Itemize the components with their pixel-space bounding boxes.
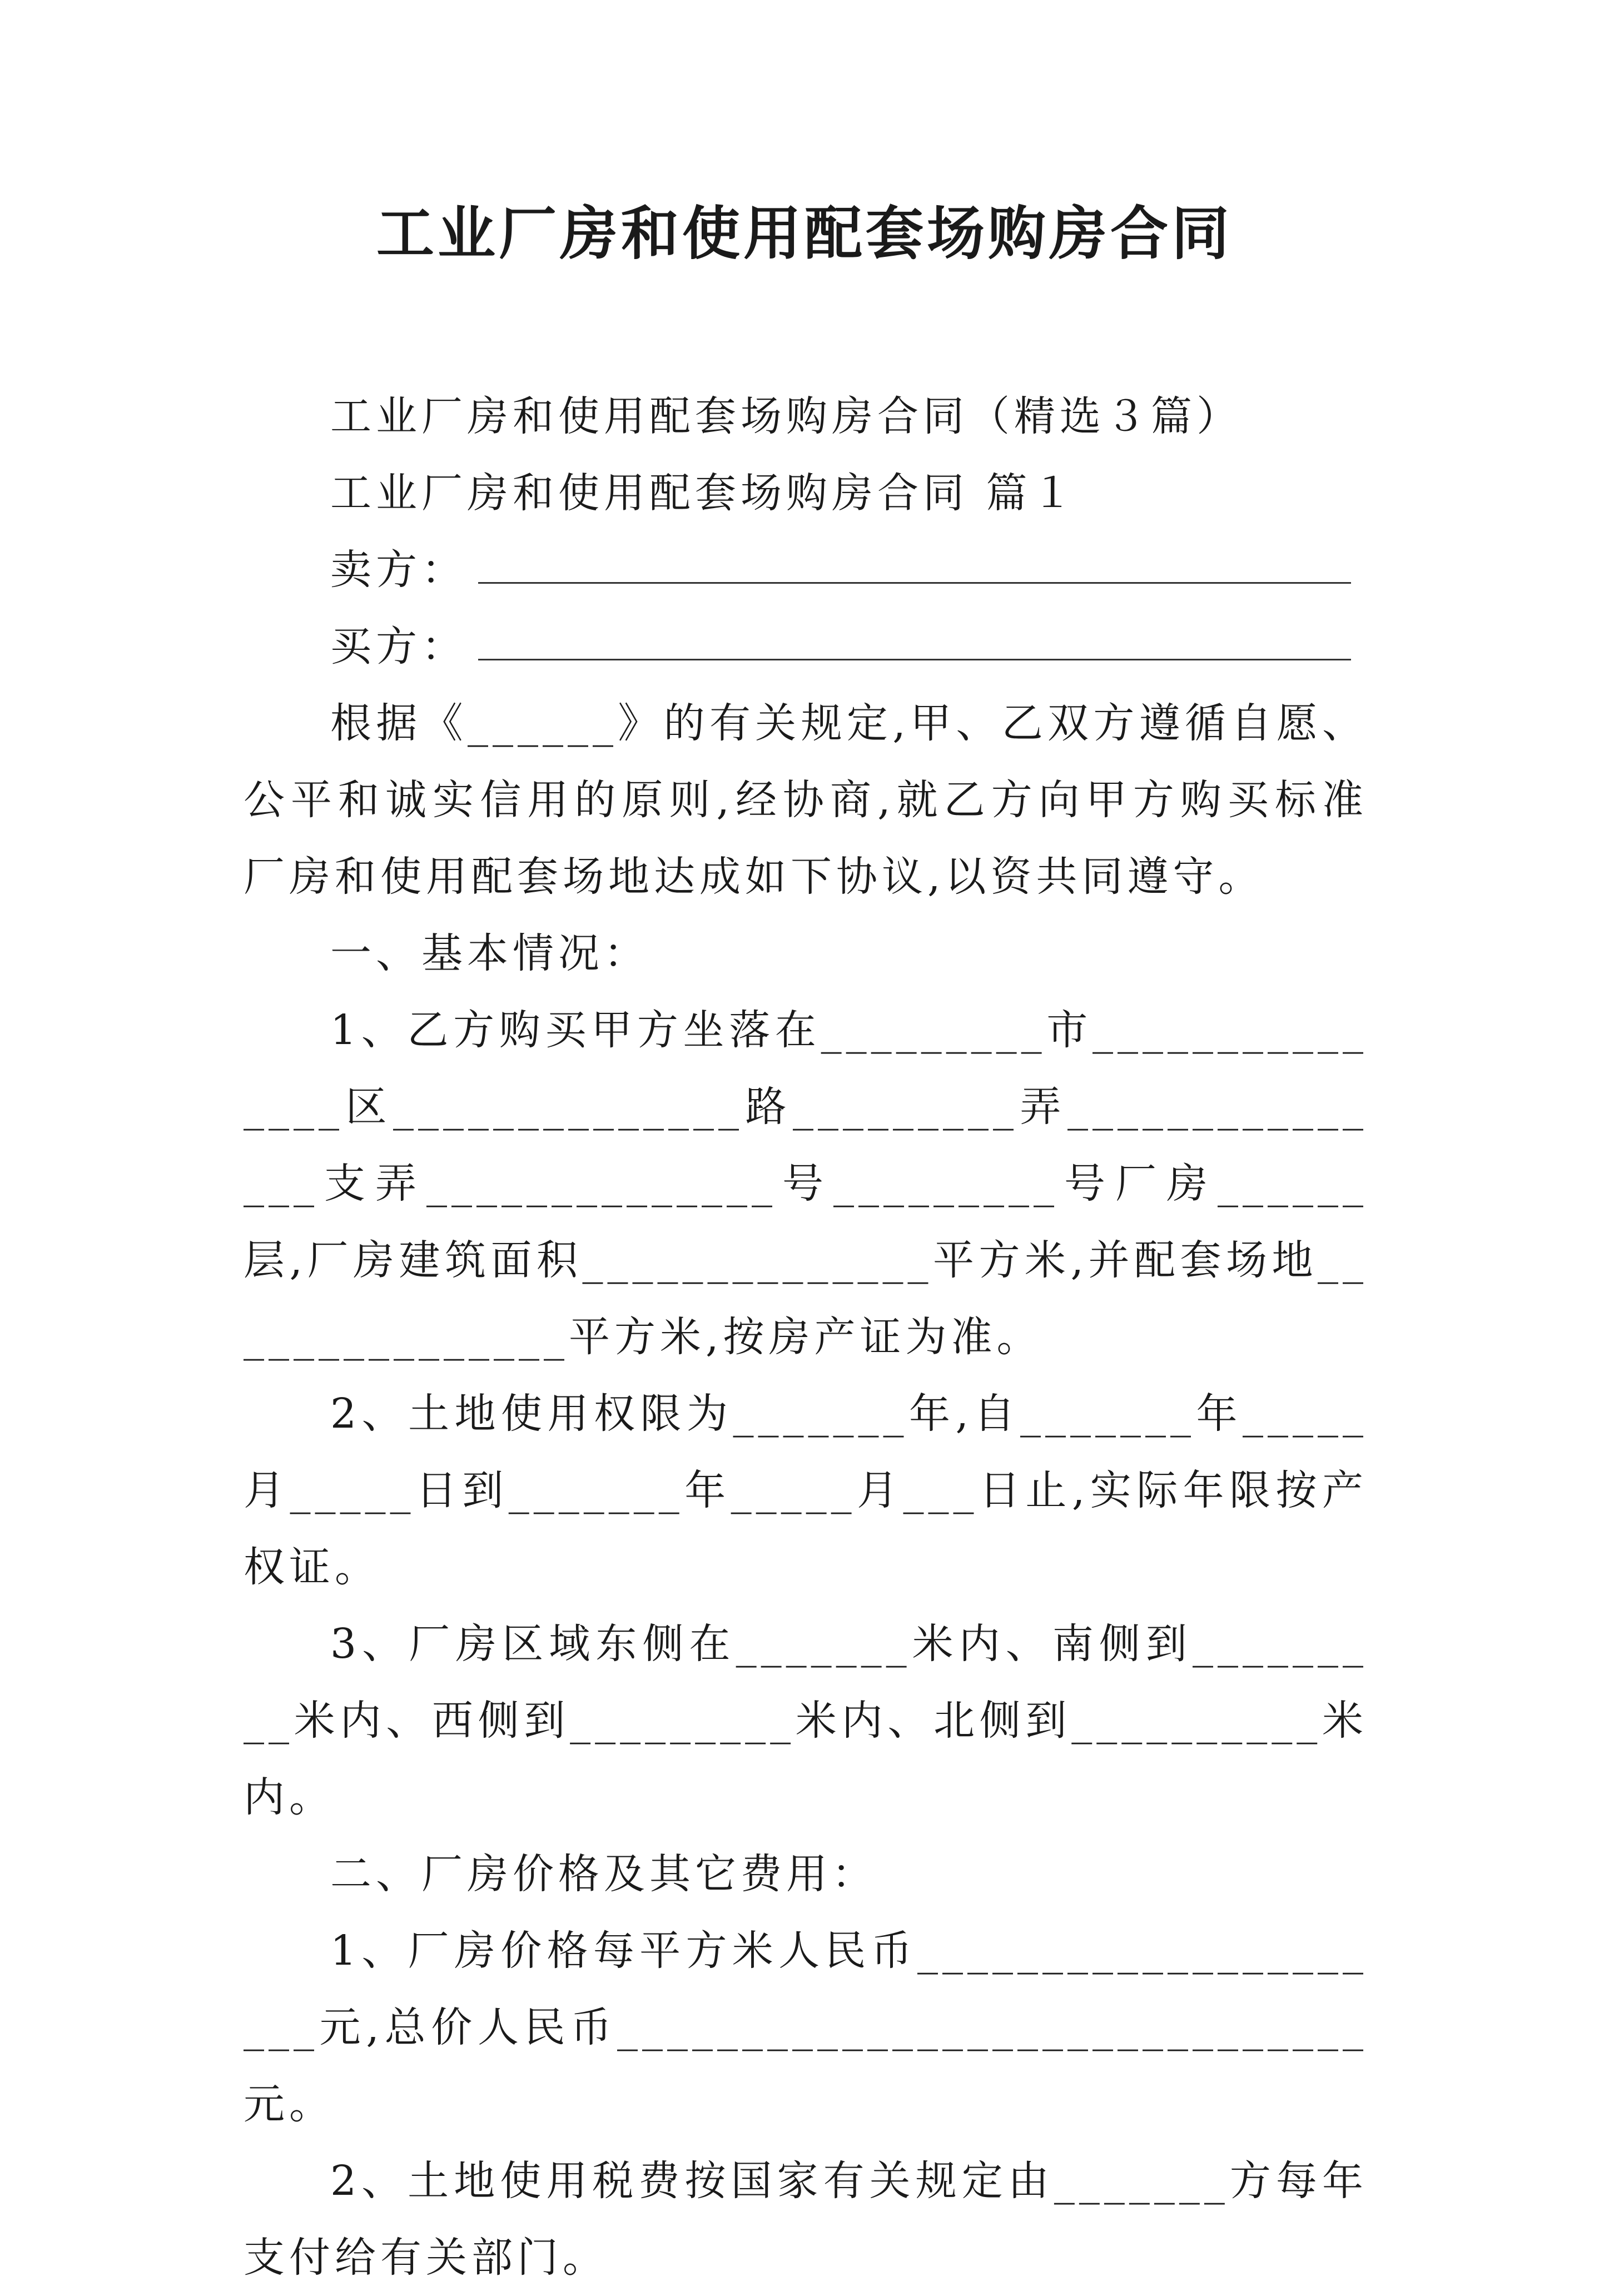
section2-heading: 二、厂房价格及其它费用： (330, 1850, 877, 1898)
buyer-blank (478, 620, 1351, 660)
intro-paragraph: 根据《______》的有关规定,甲、乙双方遵循自愿、公平和诚实信用的原则,经协商,就乙方向甲方购买标准厂房和使用配套场地达成如下协议,以资共同遵守。 (244, 699, 1368, 901)
section1-heading: 一、基本情况： (330, 930, 649, 977)
item-1-2: 2、土地使用权限为_______年,自_______年_____月_____日到_______年_____月___日止,实际年限按产权证。 (244, 1390, 1368, 1591)
item-2-1: 1、厂房价格每平方米人民币_____________________元,总价人民币______________________________元。 (244, 1927, 1368, 2128)
seller-label: 卖方： (330, 546, 467, 594)
seller-line (244, 531, 1368, 608)
document-body (244, 378, 1368, 2296)
item-2-2: 2、土地使用税费按国家有关规定由_______方每年支付给有关部门。 (244, 2157, 1368, 2282)
seller-blank (478, 543, 1351, 584)
item-1-3: 3、厂房区域东侧在_______米内、南侧到_________米内、西侧到_________米内、北侧到__________米内。 (244, 1620, 1368, 1821)
buyer-line (244, 608, 1368, 685)
document-title: 工业厂房和使用配套场购房合同 (376, 199, 1233, 267)
chapter-heading: 工业厂房和使用配套场购房合同 篇１ (330, 469, 1077, 517)
item-1-1: 1、乙方购买甲方坐落在_________市_______________区______________路_________弄_______________支弄______________号_________号厂房______层,厂房建筑面积______________平方米,并配套场地_______________平方米,按房产证为准。 (244, 1006, 1368, 1361)
buyer-label: 买方： (330, 623, 467, 670)
subtitle-paragraph: 工业厂房和使用配套场购房合同（精选３篇） (330, 392, 1242, 440)
